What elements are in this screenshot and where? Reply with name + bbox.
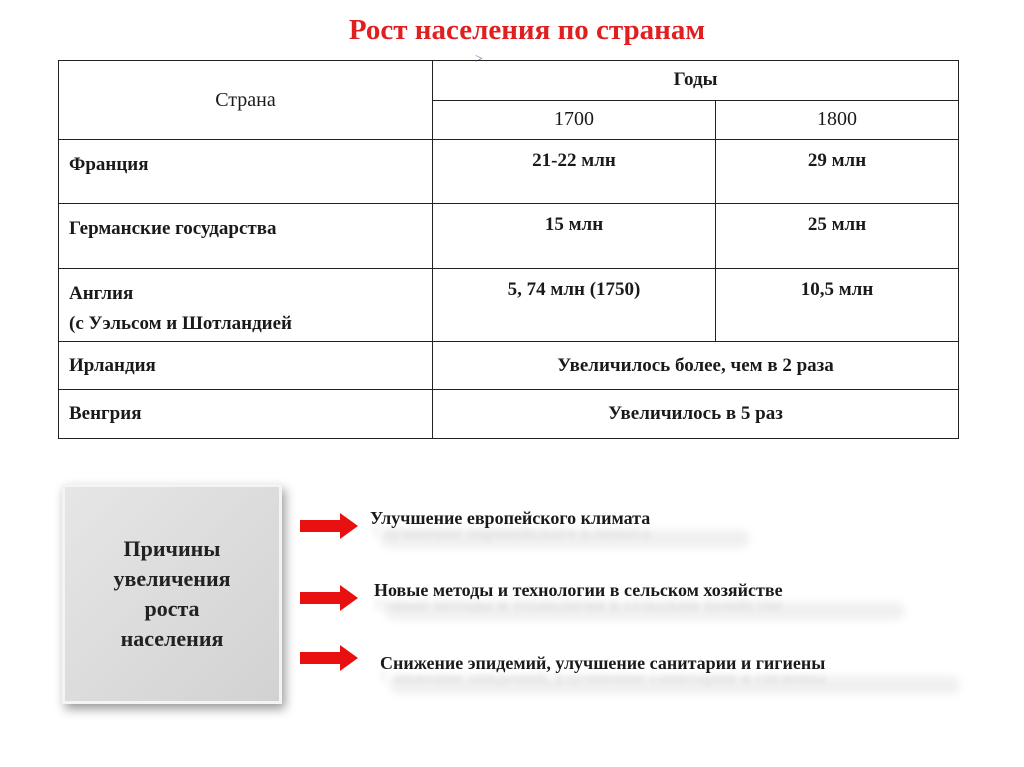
country-cell: Венгрия bbox=[59, 390, 433, 439]
arrow-right-icon bbox=[300, 513, 358, 539]
merged-value-cell: Увеличилось в 5 раз bbox=[433, 390, 959, 439]
page-title: Рост населения по странам bbox=[348, 14, 706, 46]
table-row bbox=[59, 390, 959, 439]
value-1700-cell: 15 млн bbox=[433, 204, 716, 269]
value-1700-cell: 5, 74 млн (1750) bbox=[433, 269, 716, 342]
table-row bbox=[59, 269, 959, 342]
country-line-1: Англия bbox=[69, 283, 134, 305]
value-1700-cell: 21-22 млн bbox=[433, 140, 716, 204]
value-1800-cell: 25 млн bbox=[716, 204, 959, 269]
header-year-1800: 1800 bbox=[716, 100, 959, 140]
header-year-1700: 1700 bbox=[433, 100, 716, 140]
caret-icon: ˃ bbox=[475, 52, 483, 67]
country-line-2: (с Уэльсом и Шотландией bbox=[69, 313, 293, 335]
reason-item: Снижение эпидемий, улучшение санитарии и гигиены bbox=[380, 653, 826, 673]
population-table bbox=[58, 60, 959, 439]
header-years: Годы bbox=[433, 61, 959, 101]
reason-item: Новые методы и технологии в сельском хозяйстве bbox=[374, 580, 783, 600]
reasons-box bbox=[62, 484, 282, 704]
country-cell: Ирландия bbox=[59, 342, 433, 390]
arrow-right-icon bbox=[300, 585, 358, 611]
country-cell: Германские государства bbox=[59, 204, 433, 269]
reason-item: Улучшение европейского климата bbox=[370, 508, 651, 528]
reasons-box-label: Причины увеличения роста населения bbox=[113, 536, 231, 651]
merged-value-cell: Увеличилось более, чем в 2 раза bbox=[433, 342, 959, 390]
table-row bbox=[59, 342, 959, 390]
arrow-right-icon bbox=[300, 645, 358, 671]
value-1800-cell: 29 млн bbox=[716, 140, 959, 204]
header-country: Страна bbox=[59, 61, 433, 140]
table-row bbox=[59, 204, 959, 269]
country-cell bbox=[59, 269, 433, 342]
country-cell: Франция bbox=[59, 140, 433, 204]
value-1800-cell: 10,5 млн bbox=[716, 269, 959, 342]
table-row bbox=[59, 140, 959, 204]
